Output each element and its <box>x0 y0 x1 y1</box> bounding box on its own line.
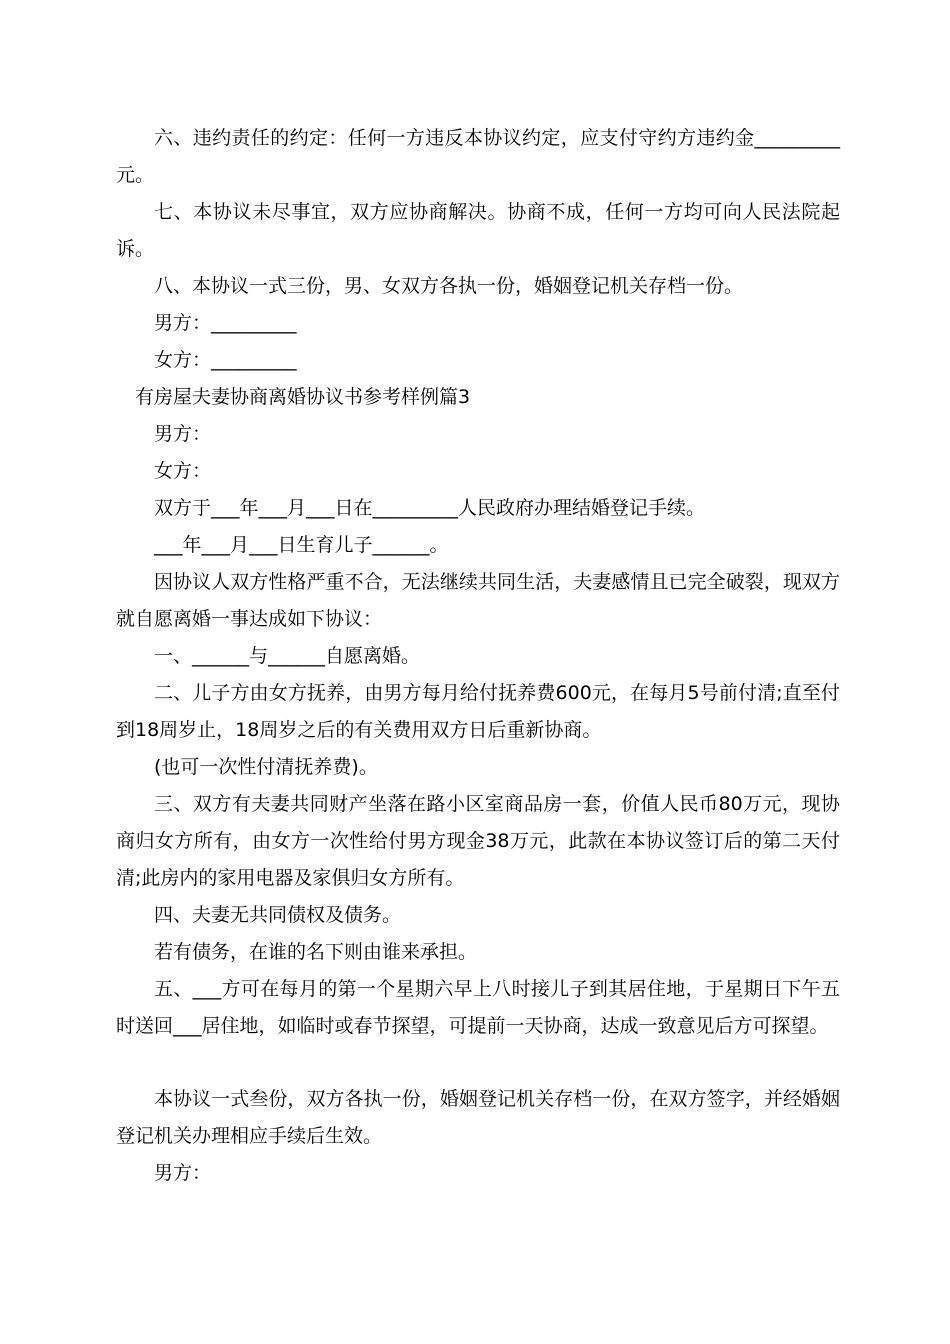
clause-eight-copies: 八、本协议一式三份，男、女双方各执一份，婚姻登记机关存档一份。 <box>154 275 744 297</box>
clause-three-property: 三、双方有夫妻共同财产坐落在路小区室商品房一套，价值人民币80万元，现协商归女方所有，由女方一次性给付男方现金38万元，此款在本协议签订后的第二天付清;此房内的家用电器及家俱归女方所有。 <box>116 793 840 889</box>
child-birth-line: ___年___月___日生育儿子______。 <box>154 534 449 556</box>
husband-final-label: 男方： <box>154 1162 212 1184</box>
section-heading: 有房屋夫妻协商离婚协议书参考样例篇3 <box>135 386 471 408</box>
effectiveness-paragraph: 本协议一式叁份，双方各执一份，婚姻登记机关存档一份，在双方签字，并经婚姻登记机关办理相应手续后生效。 <box>116 1088 840 1147</box>
marriage-registration-line: 双方于___年___月___日在_________人民政府办理结婚登记手续。 <box>154 497 706 519</box>
clause-five-visitation: 五、___方可在每月的第一个星期六早上八时接儿子到其居住地，于星期日下午五时送回___居住地，如临时或春节探望，可提前一天协商，达成一致意见后方可探望。 <box>116 978 840 1037</box>
clause-one-divorce: 一、______与______自愿离婚。 <box>154 645 421 667</box>
wife-signature-line: 女方：_________ <box>154 349 297 371</box>
clause-two-note: (也可一次性付清抚养费)。 <box>154 756 378 778</box>
husband-label: 男方： <box>154 423 212 445</box>
wife-label: 女方： <box>154 460 212 482</box>
paragraph-gap <box>116 1045 840 1081</box>
clause-seven-disputes: 七、本协议未尽事宜，双方应协商解决。协商不成，任何一方均可向人民法院起诉。 <box>116 201 840 260</box>
clause-six-liability: 六、违约责任的约定：任何一方违反本协议约定，应支付守约方违约金_________元。 <box>116 127 840 186</box>
husband-signature-line: 男方：_________ <box>154 312 297 334</box>
clause-four-debts: 四、夫妻无共同债权及债务。 <box>154 904 402 926</box>
preamble-paragraph: 因协议人双方性格严重不合，无法继续共同生活，夫妻感情且已完全破裂，现双方就自愿离婚一事达成如下协议： <box>116 571 840 630</box>
clause-four-note: 若有债务，在谁的名下则由谁来承担。 <box>154 941 478 963</box>
clause-two-custody: 二、儿子方由女方抚养，由男方每月给付抚养费600元，在每月5号前付清;直至付到18周岁止，18周岁之后的有关费用双方日后重新协商。 <box>116 682 840 741</box>
